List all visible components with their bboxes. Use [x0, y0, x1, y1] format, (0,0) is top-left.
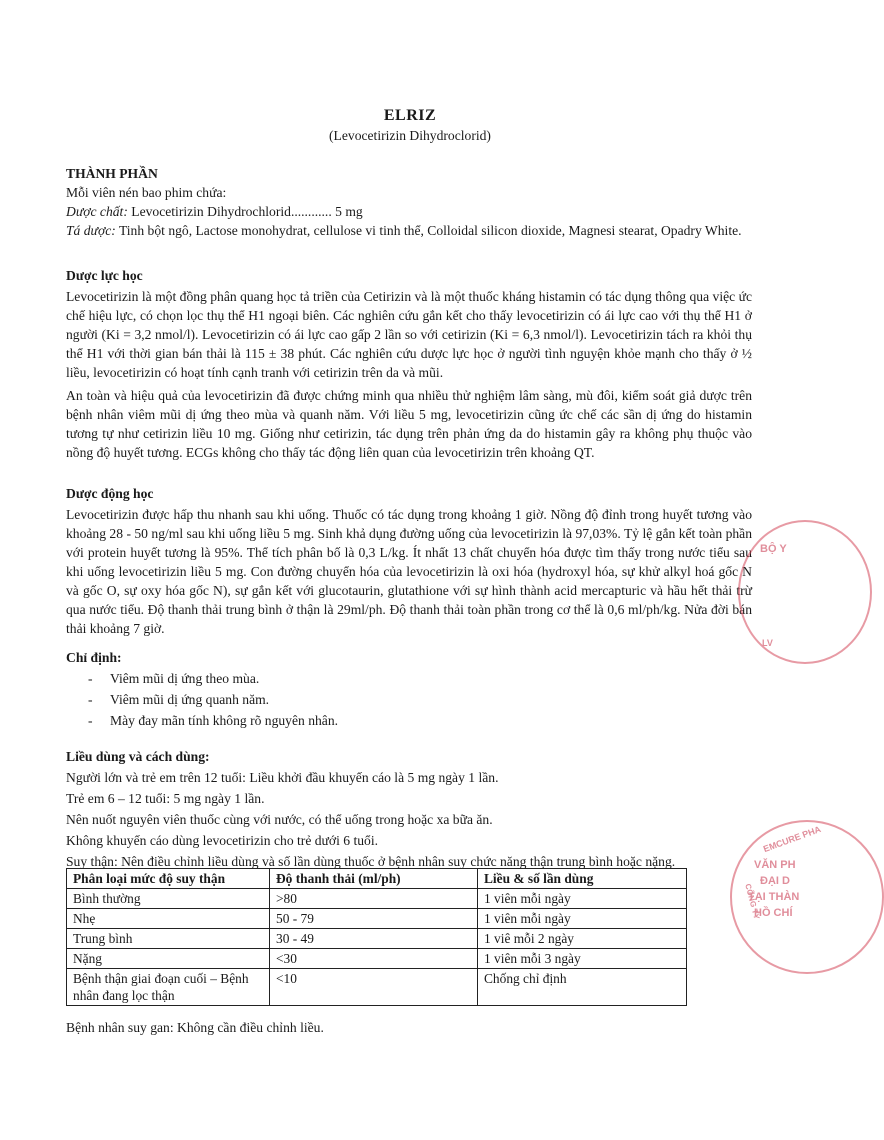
table-cell: 1 viên mỗi ngày	[478, 909, 687, 929]
table-cell: Nhẹ	[67, 909, 270, 929]
composition-section	[66, 164, 752, 240]
table-cell: <30	[270, 949, 478, 969]
pharmacokinetics-heading: Dược động học	[66, 486, 154, 501]
pharmacokinetics-section	[66, 484, 752, 638]
stamp-text: TẠI THÀN	[748, 891, 800, 903]
table-cell: Nặng	[67, 949, 270, 969]
table-row	[67, 909, 687, 929]
pharmacodynamics-section	[66, 266, 752, 462]
stamp-text: ĐẠI D	[760, 875, 790, 887]
excipient-label: Tá dược:	[66, 223, 116, 238]
table-cell: 1 viên mỗi 3 ngày	[478, 949, 687, 969]
column-header: Độ thanh thải (ml/ph)	[270, 869, 478, 889]
dosage-section	[66, 747, 752, 871]
indications-section	[66, 648, 752, 732]
active-label: Dược chất:	[66, 204, 128, 219]
table-cell: <10	[270, 969, 478, 1006]
active-ingredient	[66, 202, 752, 221]
dosage-line-adults: Người lớn và trẻ em trên 12 tuổi: Liều khởi đầu khuyến cáo là 5 mg ngày 1 lần.	[66, 770, 499, 785]
table-cell: >80	[270, 889, 478, 909]
column-header: Phân loại mức độ suy thận	[67, 869, 270, 889]
pharmacodynamics-paragraph-1: Levocetirizin là một đồng phân quang học tả triền của Cetirizin và là một thuốc kháng histamin có tác dụng thông qua việc ức chế hiệu lực, có chọn lọc thụ thể H1 ngoại biên. Các nghiên cứu gắn kết cho thấy levocetirizin có ái lực cao với thụ thể H1 ở người (Ki = 3,2 nmol/l). Levocetirizin có ái lực cao gấp 2 lần so với cetirizin (Ki = 6,3 nmol/l). Levocetirizin tách ra khỏi thụ thể H1 với thời gian bán thải là 115 ± 38 phút. Các nghiên cứu dược lực học ở người tình nguyện khỏe mạnh cho thấy ở ½ liều, levocetirizin có hoạt tính cạnh tranh với cetirizin trên da và mũi.	[66, 289, 752, 380]
list-item: - Mày đay mãn tính không rõ nguyên nhân.	[88, 711, 752, 730]
list-item: - Viêm mũi dị ứng theo mùa.	[88, 669, 752, 688]
pharmacodynamics-paragraph-2: An toàn và hiệu quả của levocetirizin đã được chứng minh qua nhiều thử nghiệm lâm sàng, mù đôi, kiểm soát giả dược trên bệnh nhân viêm mũi dị ứng theo mùa và quanh năm. Với liều 5 mg, levocetirizin cũng ức chế các sần dị ứng do histamin tương tự như cetirizin liều 10 mg. Giống như cetirizin, tác dụng trên phản ứng da do histamin gây ra không phụ thuộc vào nồng độ huyết tương. ECGs không cho thấy tác động liên quan của levocetirizin trên khoảng QT.	[66, 388, 752, 460]
excipient-text: Tinh bột ngô, Lactose monohydrat, cellulose vi tinh thể, Colloidal silicon dioxide, Magnesi stearat, Opadry White.	[118, 223, 742, 238]
column-header: Liều & số lần dùng	[478, 869, 687, 889]
table-cell: Bệnh thận giai đoạn cuối – Bệnh nhân đang lọc thận	[67, 969, 270, 1006]
table-row	[67, 969, 687, 1006]
dosage-line-administration: Nên nuốt nguyên viên thuốc cùng với nước, có thể uống trong hoặc xa bữa ăn.	[66, 812, 493, 827]
table-cell: Bình thường	[67, 889, 270, 909]
composition-heading: THÀNH PHẦN	[66, 166, 158, 181]
dosage-line-children: Trẻ em 6 – 12 tuổi: 5 mg ngày 1 lần.	[66, 791, 265, 806]
pharmacokinetics-paragraph: Levocetirizin được hấp thu nhanh sau khi uống. Thuốc có tác dụng trong khoảng 1 giờ. Nồng độ đỉnh trong huyết tương vào khoảng 28 - 50 ng/ml sau khi uống liều 5 mg. Sinh khả dụng đường uống của levocetirizin là 97,03%. Tỷ lệ gắn kết toàn phần với protein huyết tương là 95%. Thể tích phân bố là 0,3 L/kg. Ít nhất 13 chất chuyển hóa được tìm thấy trong nước tiểu sau khi uống levocetirizin liều 5 mg. Con đường chuyển hóa của levocetirizin là oxi hóa (hydroxyl hóa, sự khử alkyl hoá gốc N và gốc O, sự oxy hóa gốc N), sự gắn kết với glucotaurin, glutathione với sự hình thành acid mercapturic và hầu hết thải trừ qua nước tiểu. Độ thanh thải trung bình ở thận là 29ml/ph. Độ thanh thải toàn phần trong cơ thể là 0,6 ml/ph/kg. Nửa đời bán thải khoảng 7 giờ.	[66, 507, 752, 636]
document-subtitle: (Levocetirizin Dihydroclorid)	[329, 128, 491, 143]
table-row	[67, 929, 687, 949]
active-text: Levocetirizin Dihydrochlorid............ 5 mg	[131, 204, 363, 219]
dosage-heading: Liều dùng và cách dùng:	[66, 749, 210, 764]
hepatic-note: Bệnh nhân suy gan: Không cần điều chỉnh liều.	[66, 1020, 324, 1035]
stamp-text: BỘ Y	[760, 543, 787, 555]
table-header-row	[67, 869, 687, 889]
stamp-text: EMCURE PHA	[761, 823, 823, 855]
table-cell: 50 - 79	[270, 909, 478, 929]
excipients	[66, 221, 752, 240]
table-cell: Trung bình	[67, 929, 270, 949]
indications-list	[66, 669, 752, 730]
stamp-text: LV	[762, 638, 773, 648]
composition-intro: Mỗi viên nén bao phim chứa:	[66, 185, 227, 200]
table-row	[67, 889, 687, 909]
table-cell: 30 - 49	[270, 929, 478, 949]
table-cell: Chống chỉ định	[478, 969, 687, 1006]
indications-heading: Chỉ định:	[66, 650, 122, 665]
table-cell: 1 viê mỗi 2 ngày	[478, 929, 687, 949]
dosage-line-renal: Suy thận: Nên điều chỉnh liều dùng và số lần dùng thuốc ở bệnh nhân suy chức năng thận trung bình hoặc nặng.	[66, 854, 676, 869]
table-cell: 1 viên mỗi ngày	[478, 889, 687, 909]
company-stamp	[730, 820, 884, 974]
dosage-line-under-6: Không khuyến cáo dùng levocetirizin cho trẻ dưới 6 tuổi.	[66, 833, 379, 848]
pharmacodynamics-heading: Dược lực học	[66, 268, 143, 283]
stamp-text: CÔNG TY	[743, 882, 762, 921]
document-title: ELRIZ	[383, 107, 437, 124]
renal-dosage-table	[66, 868, 687, 1006]
stamp-text: VĂN PH	[754, 859, 796, 871]
list-item: - Viêm mũi dị ứng quanh năm.	[88, 690, 752, 709]
stamp-text: HỒ CHÍ	[754, 907, 793, 919]
ministry-stamp	[738, 520, 872, 664]
table-row	[67, 949, 687, 969]
